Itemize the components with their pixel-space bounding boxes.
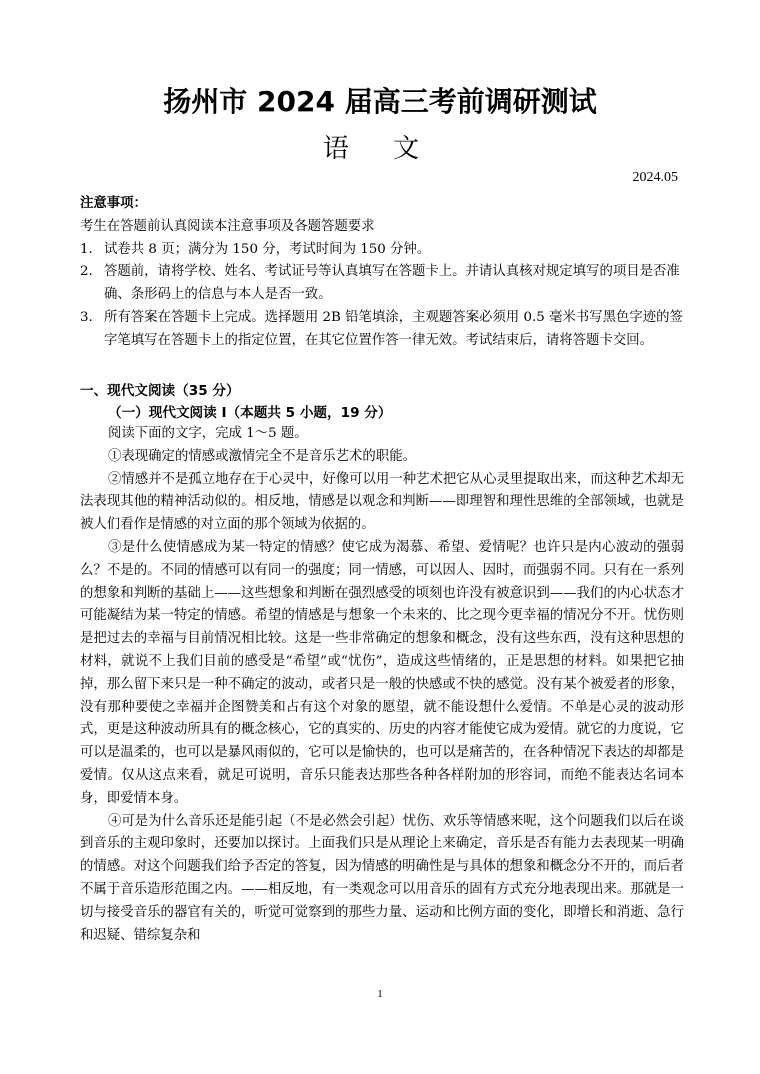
passage-paragraph: ②情感并不是孤立地存在于心灵中，好像可以用一种艺术把它从心灵里提取出来，而这种艺术却无法表现其他的精神活动似的。相反地，情感是以观念和判断——即理智和理性思维的全部领域，也就是被人们看作是情感的对立面的那个领域为依据的。 — [80, 471, 684, 533]
notes-intro: 考生在答题前认真阅读本注意事项及各题答题要求 — [80, 218, 375, 234]
exam-date: 2024.05 — [632, 170, 678, 185]
passage-paragraph: ①表现确定的情感或激情完全不是音乐艺术的职能。 — [108, 448, 416, 464]
notes-item-text: 所有答案在答题卡上完成。选择题用 2B 铅笔填涂，主观题答案必须用 0.5 毫米书写黑色字迹的签字笔填写在答题卡上的指定位置，在其它位置作答一律无效。考试结束后，请将答题卡交回。 — [104, 309, 683, 348]
passage-paragraph: ③是什么使情感成为某一特定的情感？使它成为渴慕、希望、爱情呢？也许只是内心波动的强弱么？不是的。不同的情感可以有同一的强度；同一情感，可以因人、因时，而强弱不同。只有在一系列的想象和判断的基础上——这些想象和判断在强烈感受的顷刻也许没有被意识到——我们的内心状态才可能凝结为某一特定的情感。希望的情感是与想象一个未来的、比之现今更幸福的情况分不开。忧伤则是把过去的幸福与目前情况相比较。这是一些非常确定的想象和概念，没有这些东西，没有这种思想的材料，就说不上我们目前的感受是“希望”或“忧伤”，造成这些情绪的，正是思想的材料。如果把它抽掉，那么留下来只是一种不确定的波动，或者只是一般的快感或不快的感觉。没有某个被爱者的形象，没有那种要使之幸福并企图赞美和占有这个对象的愿望，就不能设想什么爱情。不单是心灵的波动形式，更是这种波动所具有的概念核心，它的真实的、历史的内容才能使它成为爱情。就它的力度说，它可以是温柔的，也可以是暴风雨似的，它可以是愉快的，也可以是痛苦的，在各种情况下表达的却都是爱情。仅从这点来看，就足可说明，音乐只能表达那些各种各样附加的形容词，而绝不能表达名词本身，即爱情本身。 — [80, 539, 684, 806]
reading-passage — [80, 423, 684, 947]
subject-title: 语 文 — [322, 134, 438, 164]
notes-section — [80, 193, 690, 353]
notes-heading: 注意事项： — [80, 196, 147, 211]
section-heading: 一、现代文阅读（35 分） — [80, 383, 240, 399]
notes-item — [80, 307, 690, 353]
exam-title: 扬州市 2024 届高三考前调研测试 — [163, 85, 597, 118]
notes-item — [80, 239, 690, 262]
passage-paragraph: ④可是为什么音乐还是能引起（不是必然会引起）忧伤、欢乐等情感来呢，这个问题我们以后在谈到音乐的主观印象时，还要加以探讨。上面我们只是从理论上来确定，音乐是否有能力去表现某一明确的情感。对这个问题我们给予否定的答复，因为情感的明确性是与具体的想象和概念分不开的，而后者不属于音乐造形范围之内。——相反地，有一类观念可以用音乐的固有方式充分地表现出来。那就是一切与接受音乐的器官有关的，听觉可觉察到的那些力量、运动和比例方面的变化，即增长和消逝、急行和迟疑、错综复杂和 — [80, 813, 684, 943]
notes-item-text: 试卷共 8 页；满分为 150 分，考试时间为 150 分钟。 — [104, 241, 431, 257]
subsection-heading: （一）现代文阅读 I（本题共 5 小题，19 分） — [108, 405, 392, 421]
notes-item-number: 2. — [80, 264, 93, 280]
passage-instruction: 阅读下面的文字，完成 1～5 题。 — [108, 426, 308, 441]
notes-item-text: 答题前，请将学校、姓名、考试证号等认真填写在答题卡上。并请认真核对规定填写的项目是否准确、条形码上的信息与本人是否一致。 — [104, 264, 680, 303]
page-number: 1 — [377, 988, 383, 1000]
notes-item — [80, 261, 690, 307]
notes-item-number: 1. — [80, 241, 93, 257]
notes-item-number: 3. — [80, 309, 93, 325]
